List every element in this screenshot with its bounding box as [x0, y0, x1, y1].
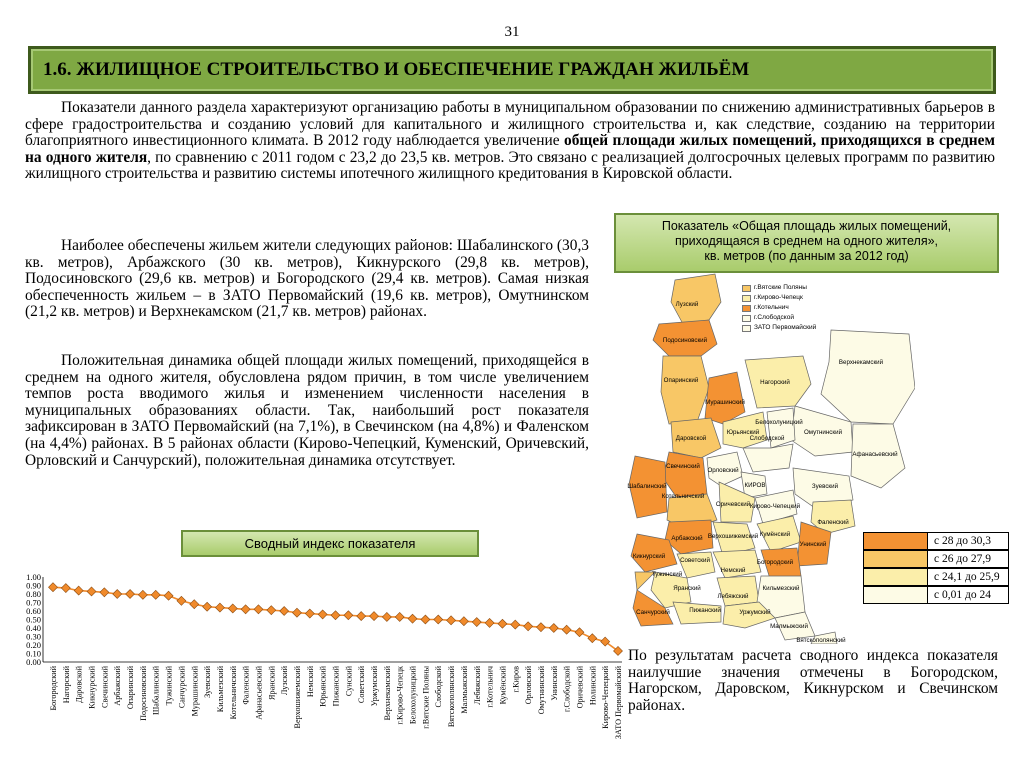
x-category-label: Унинский: [549, 666, 559, 701]
legend-item: [863, 532, 1009, 550]
map-region-label: Верхошижемский: [707, 533, 759, 540]
map-region-label: Кумёнский: [759, 531, 791, 538]
data-point: [511, 620, 520, 629]
city-legend-item: [742, 303, 816, 313]
x-category-label: Лебяжский: [472, 666, 482, 705]
x-category-label: Сунский: [344, 666, 354, 697]
data-point: [318, 610, 327, 619]
x-category-label: Немский: [305, 666, 315, 698]
map-region-label: Опаринский: [663, 377, 699, 384]
y-tick-label: 0.10: [26, 648, 41, 659]
data-point: [177, 596, 186, 605]
map-region: [661, 356, 709, 424]
map-region-label: Малмыжский: [770, 623, 808, 630]
data-point: [434, 615, 443, 624]
y-tick-label: 0.30: [26, 631, 41, 642]
y-tick-label: 0.20: [26, 640, 41, 650]
map-region-label: Белохолуницкий: [755, 419, 803, 426]
data-point: [575, 628, 584, 637]
data-point: [485, 618, 494, 627]
summary-index-chart: [10, 568, 625, 766]
city-legend-label: г.Вятские Поляны: [754, 284, 807, 291]
x-category-label: Кикнурский: [87, 666, 97, 709]
map-region-label: Яранский: [673, 585, 701, 592]
map-region: [767, 408, 795, 448]
data-point: [549, 624, 558, 633]
x-category-label: г.Вятские Поляны: [421, 666, 431, 729]
city-legend-label: г.Слободской: [754, 314, 794, 321]
x-category-label: ЗАТО Первомайский: [614, 666, 623, 740]
x-category-label: Котельничский: [228, 666, 238, 720]
data-point: [254, 605, 263, 614]
map-region-label: Кикнурский: [632, 553, 666, 560]
data-point: [100, 588, 109, 597]
x-category-label: г.Киров: [511, 666, 521, 693]
conclusion-paragraph: По результатам расчета сводного индекса показателя наилучшие значения отмечены в Богородском, Нагорском, Даровском, Кикнурском и Свечинском районах.: [628, 647, 998, 714]
x-category-label: Даровской: [74, 666, 84, 703]
data-point: [459, 617, 468, 626]
x-category-label: Оричевский: [575, 666, 585, 709]
city-legend-swatch: [742, 315, 751, 322]
x-category-label: Лузский: [280, 666, 290, 696]
legend-label: с 0,01 до 24: [934, 589, 991, 601]
map-region-label: Нагорский: [760, 379, 790, 386]
map-region-label: Пижанский: [689, 607, 721, 614]
map-region-label: Арбажский: [671, 535, 703, 542]
y-tick-label: 0.40: [26, 623, 41, 633]
summary-index-label: Сводный индекс показателя: [181, 530, 479, 557]
x-category-label: г.Котельнич: [485, 666, 495, 708]
legend-label: с 26 до 27,9: [934, 553, 991, 565]
map-region-label: Омутнинский: [803, 429, 843, 436]
x-category-label: г.Слободской: [562, 666, 572, 712]
y-tick-label: 0.60: [26, 606, 41, 616]
x-category-label: Юрьянский: [318, 666, 328, 707]
x-category-label: Малмыжский: [459, 666, 469, 714]
legend-swatch: [864, 569, 928, 585]
data-point: [305, 609, 314, 618]
x-category-label: Арбажский: [113, 666, 123, 706]
x-category-label: г.Кирово-Чепецк: [395, 666, 405, 725]
data-point: [447, 616, 456, 625]
map-region: [743, 444, 793, 472]
legend-swatch: [864, 533, 928, 549]
map-region: [677, 552, 715, 578]
data-point: [292, 608, 301, 617]
data-point: [408, 614, 417, 623]
x-category-label: Яранский: [267, 666, 277, 700]
data-point: [267, 606, 276, 615]
data-point: [524, 622, 533, 631]
map-region-label: Богородский: [756, 559, 794, 566]
data-point: [536, 623, 545, 632]
map-region-label: Подосиновский: [662, 337, 708, 344]
data-point: [562, 625, 571, 634]
legend-swatch: [864, 587, 928, 603]
section-title: 1.6. ЖИЛИЩНОЕ СТРОИТЕЛЬСТВО И ОБЕСПЕЧЕНИЕ ГРАЖДАН ЖИЛЬЁМ: [28, 46, 996, 94]
data-point: [164, 591, 173, 600]
x-category-label: Верхнекамский: [382, 666, 392, 721]
city-legend-label: ЗАТО Первомайский: [754, 324, 817, 331]
data-point: [203, 602, 212, 611]
x-category-label: Омутнинский: [536, 666, 546, 715]
map-region-label: Советский: [680, 557, 710, 564]
legend-label: с 28 до 30,3: [934, 535, 991, 547]
map-caption: [614, 213, 999, 273]
city-legend-item: [742, 283, 816, 293]
map-city-legend: [742, 283, 816, 333]
x-category-label: Кильмезский: [215, 666, 225, 713]
x-category-label: Тужинский: [164, 666, 174, 706]
map-region: [821, 330, 915, 424]
data-point: [74, 586, 83, 595]
map-region-label: Юрьянский: [726, 429, 760, 436]
y-tick-label: 0.70: [26, 597, 41, 608]
x-category-label: Кумёнский: [498, 666, 508, 705]
map-region: [663, 452, 707, 498]
data-point: [61, 584, 70, 593]
map-region-label: Оричевский: [715, 501, 751, 508]
x-category-label: Подосиновский: [138, 666, 148, 721]
x-category-label: Опаринский: [126, 666, 136, 710]
map-caption-line2: приходящаяся в среднем на одного жителя»,: [674, 234, 939, 248]
x-category-label: Советский: [357, 666, 367, 704]
map-region-label: Унинский: [799, 541, 827, 548]
y-tick-label: 0.50: [26, 614, 41, 625]
x-category-label: Белохолуницкий: [408, 666, 418, 725]
data-point: [370, 612, 379, 621]
intro-text-b: , по сравнению с 2011 годом с 23,2 до 23,5 кв. метров. Это связано с реализацией долгосрочных целевых программ по развитию жилищного строительства и развитию системы ипотечного жилищного кредитования в Кировской области.: [25, 148, 995, 183]
map-legend: [863, 532, 1009, 604]
best-districts-paragraph: Наиболее обеспечены жильем жители следующих районов: Шабалинского (30,3 кв. метров), Арбажского (30 кв. метров), Кикнурского (29,8 кв. метров), Подосиновского (29,6 кв. метров) и Богородского (29,4 кв. метров). Самая низкая обеспеченность жильем – в ЗАТО Первомайский (19,6 кв. метров), Омутнинском (21,2 кв. метров) и Верхнекамском (21,7 кв. метров) районах.: [25, 237, 589, 321]
map-caption-line1: Показатель «Общая площадь жилых помещений,: [661, 219, 952, 233]
map-region-label: Мурашинский: [705, 399, 745, 406]
map-region-label: Лебяжский: [717, 593, 749, 600]
map-region-label: КИРОВ: [744, 482, 766, 489]
data-point: [228, 604, 237, 613]
data-point: [357, 612, 366, 621]
map-region-label: Шабалинский: [627, 483, 667, 490]
y-tick-label: 0.00: [26, 657, 41, 667]
map-region-label: Зуевский: [811, 483, 839, 490]
x-category-label: Богородский: [49, 666, 58, 711]
x-category-label: Мурашинский: [190, 666, 200, 717]
map-region-label: Афанасьевский: [852, 451, 898, 458]
legend-item: [863, 550, 1009, 568]
map-region-label: Верхнекамский: [838, 359, 884, 366]
data-point: [241, 605, 250, 614]
city-legend-swatch: [742, 305, 751, 312]
data-point: [151, 590, 160, 599]
x-category-label: Нолинский: [588, 666, 598, 706]
city-legend-swatch: [742, 325, 751, 332]
x-category-label: Уржумский: [370, 666, 380, 707]
intro-text-bold: общей площади жилых помещений, приходящихся в среднем на одного жителя: [25, 132, 995, 166]
x-category-label: Орловский: [524, 666, 534, 705]
x-category-label: Верхошижемский: [292, 666, 302, 729]
x-category-label: Кирово-Чепецкий: [601, 666, 611, 729]
map-region-label: Санчурский: [636, 609, 670, 616]
city-legend-swatch: [742, 285, 751, 292]
y-tick-label: 0.90: [26, 580, 41, 591]
page-number: 31: [504, 24, 520, 40]
map-region-label: Кильмезский: [762, 585, 800, 592]
x-category-label: Афанасьевский: [254, 666, 264, 720]
map-region-label: Уржумский: [739, 609, 771, 616]
x-category-label: Нагорский: [61, 666, 71, 704]
data-point: [382, 612, 391, 621]
city-legend-label: г.Кирово-Чепецк: [754, 294, 803, 301]
map-region: [717, 576, 759, 606]
x-category-label: Санчурский: [177, 666, 187, 709]
y-tick-label: 0.80: [26, 589, 41, 599]
x-category-label: Фаленский: [241, 666, 251, 705]
map-region-label: Немский: [720, 567, 746, 574]
x-category-label: Вятскополянский: [447, 666, 457, 728]
x-category-label: Зуевский: [203, 666, 213, 698]
legend-label: с 24,1 до 25,9: [934, 571, 1000, 583]
intro-text-a: Показатели данного раздела характеризуют организацию работы в муниципальном образовании по снижению административных барьеров в сфере градостроительства и созданию условий для капитального и жилищного строительства и, как следствие, созданию на территории благоприятного инвестиционного климата. В 2012 году наблюдается увеличение: [25, 99, 995, 150]
x-category-label: Пижанский: [331, 666, 341, 707]
city-legend-label: г.Котельнич: [754, 304, 789, 311]
data-point: [49, 583, 58, 592]
map-region-label: Слободской: [749, 435, 785, 442]
data-point: [87, 587, 96, 596]
city-legend-item: [742, 313, 816, 323]
city-legend-swatch: [742, 295, 751, 302]
x-category-label: Шабалинский: [151, 666, 161, 715]
data-point: [588, 634, 597, 643]
legend-swatch: [864, 551, 928, 567]
map-region-label: Даровской: [675, 435, 707, 442]
x-category-label: Слободской: [434, 666, 444, 708]
data-point: [280, 607, 289, 616]
intro-paragraph: [25, 100, 995, 183]
map-region: [705, 372, 745, 424]
map-region-label: Кирово-Чепецкий: [749, 503, 801, 510]
y-tick-label: 1.00: [26, 572, 41, 582]
map-region-label: Фаленский: [817, 519, 849, 526]
map-region-label: Свечинский: [666, 463, 700, 470]
dynamics-paragraph: Положительная динамика общей площади жилых помещений, приходящейся в среднем на одного жителя, обусловлена рядом причин, в том числе увеличением темпов роста вводимого жилья и изменением численности населения в муниципальных образованиях области. Так, наибольший рост показателя зафиксирован в ЗАТО Первомайский (на 7,1%), в Свечинском (на 4,8%) и Фаленском (на 4,4%) районах. В 5 районах области (Кирово-Чепецкий, Куменский, Оричевский, Орловский и Санчурский), положительная динамика отсутствует.: [25, 352, 589, 469]
map-region-label: Вятскополянский: [796, 637, 846, 644]
legend-item: [863, 586, 1009, 604]
map-region-label: Котельничский: [661, 493, 705, 500]
data-point: [344, 611, 353, 620]
data-point: [331, 611, 340, 620]
data-point: [113, 590, 122, 599]
data-point: [498, 619, 507, 628]
x-category-label: Свечинский: [100, 666, 110, 708]
data-point: [138, 590, 147, 599]
map-region-label: Орловский: [707, 467, 739, 474]
city-legend-item: [742, 293, 816, 303]
map-region-label: Тужинский: [651, 571, 683, 578]
data-point: [472, 618, 481, 627]
map-caption-line3: кв. метров (по данным за 2012 год): [704, 249, 909, 263]
map-region: [671, 274, 721, 324]
data-point: [190, 600, 199, 609]
data-point: [421, 615, 430, 624]
city-legend-item: [742, 323, 816, 333]
data-point: [395, 612, 404, 621]
data-point: [215, 603, 224, 612]
data-point: [126, 590, 135, 599]
legend-item: [863, 568, 1009, 586]
map-region-label: Лузский: [675, 301, 699, 308]
